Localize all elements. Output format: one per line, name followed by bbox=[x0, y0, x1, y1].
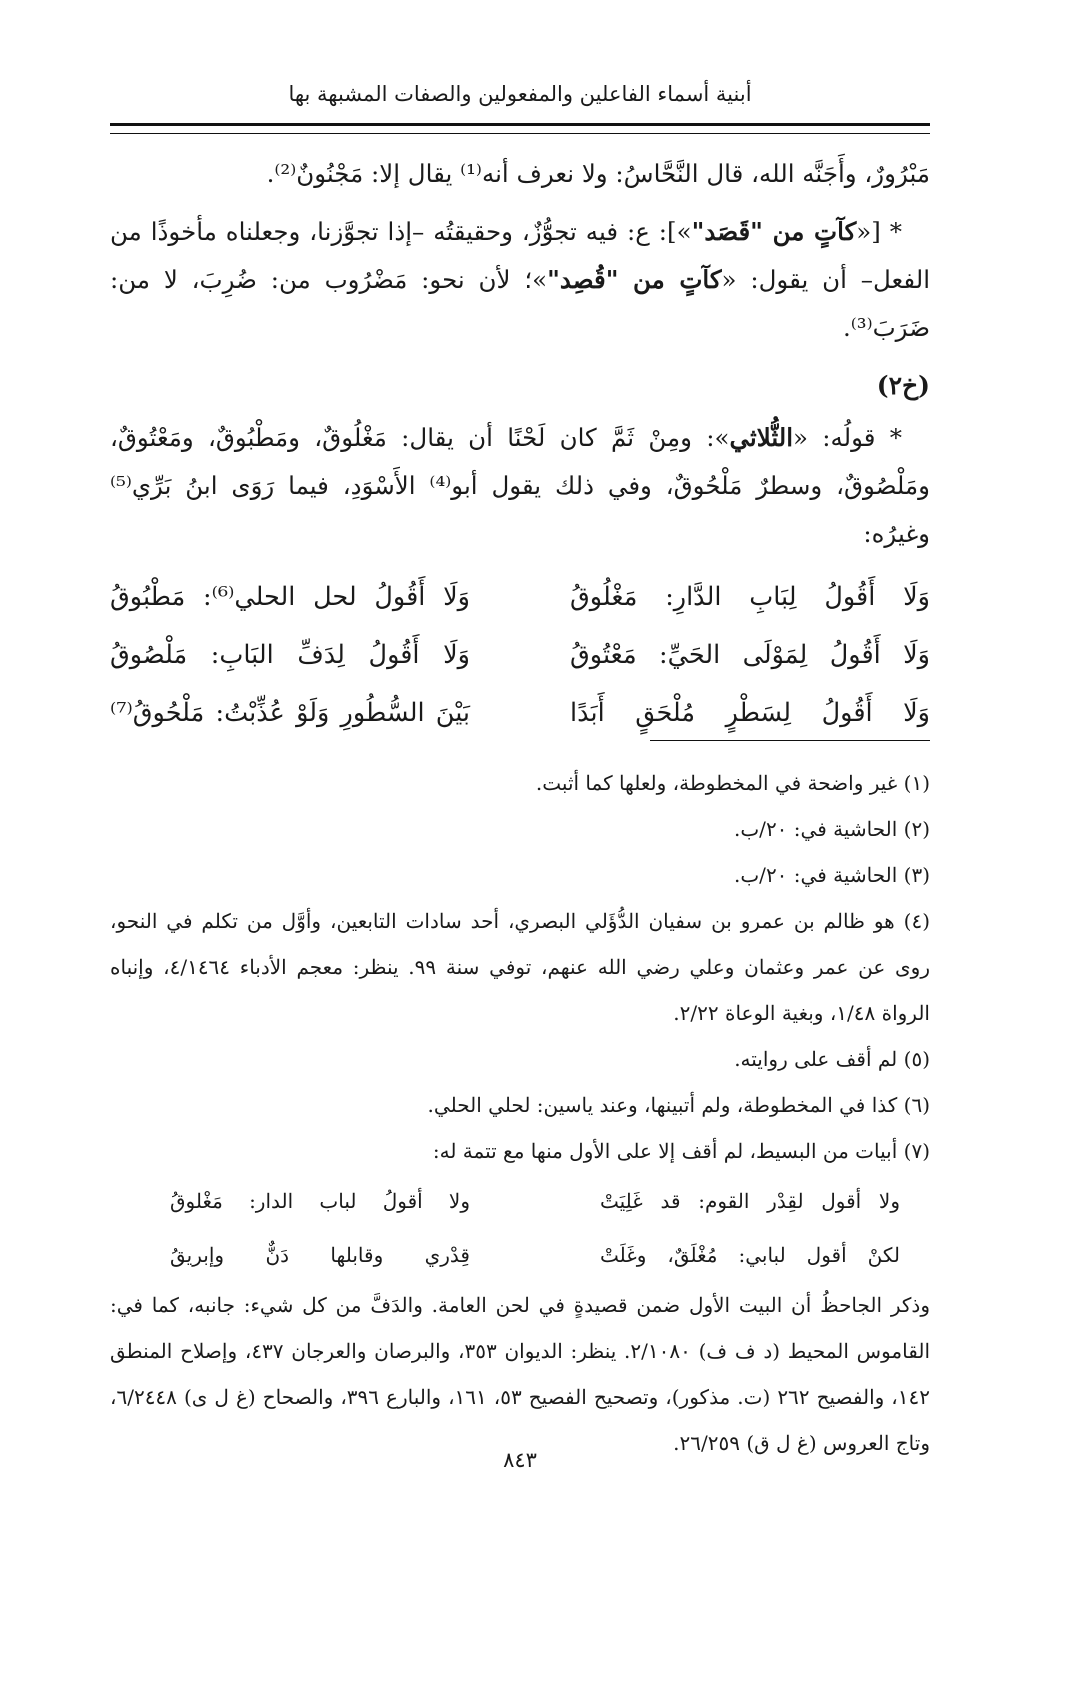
poem bbox=[110, 568, 930, 742]
verse-first-hemistich: لكنْ أقول لبابي: مُغْلَقٌ، وغَلَتْ bbox=[600, 1243, 900, 1267]
header-rule-thick bbox=[110, 123, 930, 126]
page-number: ٨٤٣ bbox=[503, 1448, 537, 1472]
verse-first-hemistich: وَلَا أَقُولُ لِمَوْلَى الحَيِّ: مَعْتُوقُ bbox=[570, 640, 930, 670]
footnote-2: (٢) الحاشية في: ٢٠/ب. bbox=[734, 817, 930, 841]
verse-line bbox=[110, 626, 930, 684]
verse-second-hemistich: وَلَا أَقُولُ لحل الحلي⁽⁶⁾: مَطْبُوقُ bbox=[110, 582, 470, 612]
verse-line bbox=[110, 684, 930, 742]
footnote-7-continuation: وذكر الجاحظُ أن البيت الأول ضمن قصيدةٍ في لحن العامة. والدَفَّ من كل شيء: جانبه، كما في: القاموس المحيط (د ف ف) ٢/١٠٨٠. ينظر: الديوان ٣٥٣، والبرصان والعرجان ٤٣٧، وإصلاح المنطق ١٤٢، والفصيح ٢٦٢ (ت. مذكور)، وتصحيح الفصيح ٥٣، ١٦١، والبارع ٣٩٦، والصحاح (غ ل ى) ٦/٢٤٤٨، وتاج العروس (غ ل ق) ٢٦/٢٥٩. bbox=[110, 1293, 930, 1455]
footnote-4: (٤) هو ظالم بن عمرو بن سفيان الدُّؤَلي البصري، أحد سادات التابعين، وأوَّل من تكلم في النحو، روى عن عمر وعثمان وعلي رضي الله عنهم، توفي سنة ٩٩. ينظر: معجم الأدباء ٤/١٤٦٤، وإنباه الرواة ١/٤٨، وبغية الوعاة ٢/٢٢. bbox=[110, 909, 930, 1025]
footnote-separator bbox=[650, 740, 930, 741]
footnote-1: (١) غير واضحة في المخطوطة، ولعلها كما أثبت. bbox=[535, 771, 930, 795]
verse-line bbox=[110, 568, 930, 626]
verse-first-hemistich: وَلَا أَقُولُ لِبَابِ الدَّارِ: مَغْلُوقُ bbox=[570, 582, 930, 612]
footnote-verse-line bbox=[110, 1174, 930, 1228]
section-heading: (خ٢) bbox=[876, 371, 930, 400]
footnote-3: (٣) الحاشية في: ٢٠/ب. bbox=[734, 863, 930, 887]
verse-second-hemistich: بَيْنَ السُّطُورِ وَلَوْ عُذِّبْتُ: مَلْحُوقُ⁽⁷⁾ bbox=[110, 698, 470, 728]
book-page bbox=[110, 0, 930, 1698]
verse-first-hemistich: ولا أقول لقِدْر القوم: قد غَلِيَتْ bbox=[600, 1189, 900, 1213]
footnotes bbox=[110, 760, 930, 1466]
paragraph-3: * قولُه: «الثُّلاثي»: ومِنْ ثَمَّ كان لَحْنًا أن يقال: مَغْلُوقٌ، ومَطْبُوقٌ، ومَعْتُوقٌ، ومَلْصُوقٌ، وسطرٌ مَلْحُوقٌ، وفي ذلك يقول أبو⁽⁴⁾ الأَسْوَدِ، فيما رَوَى ابنُ بَرِّي⁽⁵⁾ وغيرُه: bbox=[110, 423, 931, 548]
running-header: أبنية أسماء الفاعلين والمفعولين والصفات المشبهة بها bbox=[288, 82, 752, 106]
quoted-term: كآتٍ من "قُصِد" bbox=[547, 265, 722, 294]
verse-second-hemistich: ولا أقولُ لباب الدار: مَغْلوقُ bbox=[170, 1189, 470, 1213]
verse-first-hemistich: وَلَا أَقُولُ لِسَطْرٍ مُلْحَقٍ أَبَدًا bbox=[570, 698, 930, 728]
footnote-5: (٥) لم أقف على روايته. bbox=[734, 1047, 930, 1071]
footnote-7: (٧) أبيات من البسيط، لم أقف إلا على الأول منها مع تتمة له: bbox=[432, 1139, 930, 1163]
quoted-term: الثُّلاثي bbox=[729, 423, 794, 452]
footnote-verse-line bbox=[110, 1228, 930, 1282]
header-rule-thin bbox=[110, 133, 930, 134]
main-text bbox=[110, 150, 930, 742]
verse-second-hemistich: قِدْري وقابلها دَنٌّ وإبريقُ bbox=[170, 1243, 470, 1267]
paragraph-2: * [«كآتٍ من "قَصَد"»]: ع: فيه تجوُّزٌ، وحقيقتُه –إذا تجوَّزنا، وجعلناه مأخوذًا من الفعل– أن يقول: «كآتٍ من "قُصِد"»؛ لأن نحو: مَضْرُوب من: ضُرِبَ، لا من: ضَرَبَ⁽³⁾. bbox=[110, 217, 930, 342]
footnote-6: (٦) كذا في المخطوطة، ولم أتبينها، وعند ياسين: لحلي الحلي. bbox=[427, 1093, 930, 1117]
quoted-term: كآتٍ من "قَصَد" bbox=[691, 217, 857, 246]
paragraph-1: مَبْرُورٌ، وأَجَنَّه الله، قال النَّحَّاسُ: ولا نعرف أنه⁽¹⁾ يقال إلا: مَجْنُونٌ⁽²⁾. bbox=[266, 159, 930, 188]
verse-second-hemistich: وَلَا أَقُولُ لِدَفِّ البَابِ: مَلْصُوقُ bbox=[110, 640, 470, 670]
